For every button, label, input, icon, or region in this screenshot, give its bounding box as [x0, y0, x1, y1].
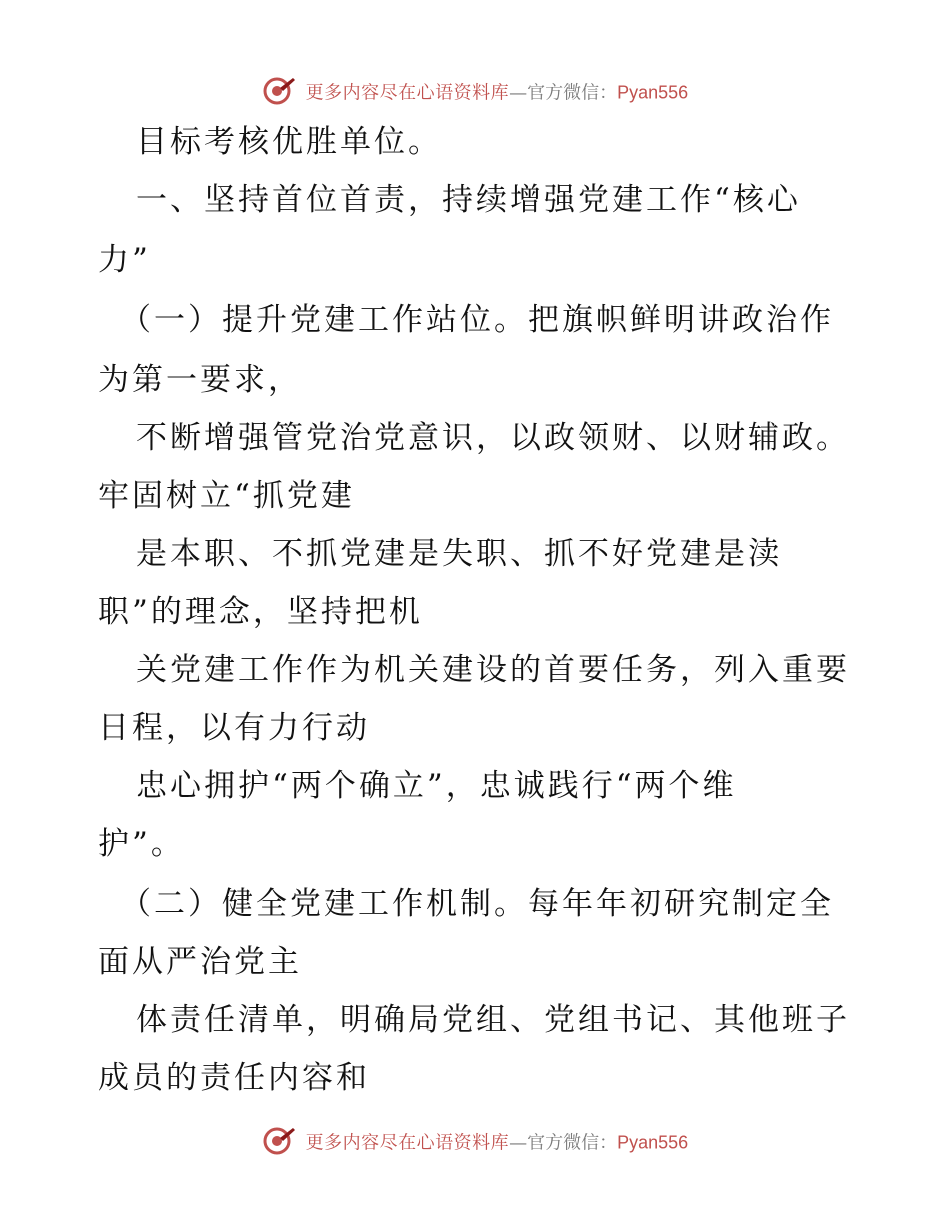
body-line: 是本职、不抓党建是失职、抓不好党建是渎: [136, 536, 782, 572]
banner-sub-text: —官方微信：: [509, 1132, 618, 1154]
body-line: （一）提升党建工作站位。把旗帜鲜明讲政治作: [120, 302, 834, 338]
body-line: 护”。: [98, 826, 185, 862]
body-line: 牢固树立“抓党建: [98, 478, 355, 514]
body-line: 为第一要求，: [98, 362, 302, 398]
body-line: 职”的理念，坚持把机: [98, 594, 423, 630]
body-line: 成员的责任内容和: [98, 1060, 370, 1096]
banner-wechat-id: Pyan556: [617, 82, 689, 103]
body-line: （二）健全党建工作机制。每年年初研究制定全: [120, 886, 834, 922]
body-line: 目标考核优胜单位。: [136, 124, 442, 160]
footer-banner: [0, 1126, 950, 1161]
banner-main-text: 更多内容尽在心语资料库: [305, 82, 510, 104]
banner-sub-text: —官方微信：: [509, 82, 618, 104]
body-line: 忠心拥护“两个确立”，忠诚践行“两个维: [136, 768, 737, 804]
body-line: 一、坚持首位首责，持续增强党建工作“核心: [136, 182, 801, 218]
body-line: 不断增强管党治党意识，以政领财、以财辅政。: [136, 420, 850, 456]
body-line: 面从严治党主: [98, 944, 302, 980]
header-banner: [0, 76, 950, 111]
banner-wechat-id: Pyan556: [617, 1132, 689, 1153]
banner-main-text: 更多内容尽在心语资料库: [305, 1132, 510, 1154]
pen-logo-icon: [262, 76, 296, 111]
pen-logo-icon: [262, 1126, 296, 1161]
body-line: 力”: [98, 242, 151, 278]
body-line: 日程，以有力行动: [98, 710, 370, 746]
body-line: 体责任清单，明确局党组、党组书记、其他班子: [136, 1002, 850, 1038]
body-line: 关党建工作作为机关建设的首要任务，列入重要: [136, 652, 850, 688]
